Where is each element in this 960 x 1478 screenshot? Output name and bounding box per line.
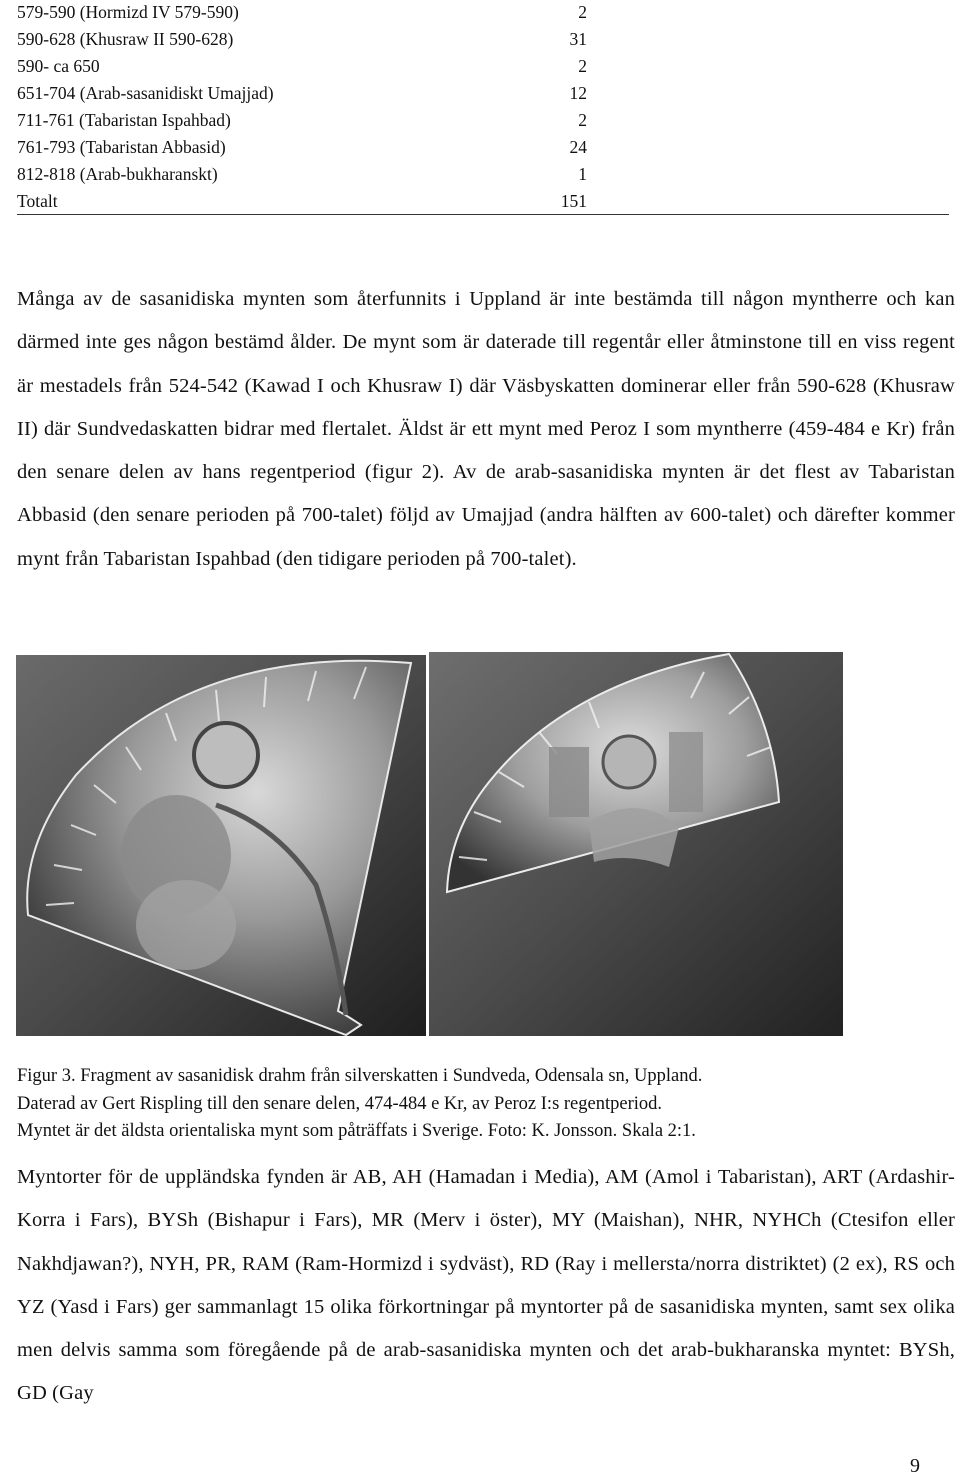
table-row [17,81,957,108]
coin-count: 24 [569,137,587,157]
coin-fragment-photo-reverse [429,652,843,1036]
coin-count: 1 [578,164,587,184]
period-label: 579-590 (Hormizd IV 579-590) [17,2,239,22]
period-label: 761-793 (Tabaristan Abbasid) [17,137,226,157]
caption-line: Daterad av Gert Rispling till den senare delen, 474-484 e Kr, av Peroz I:s regentperiod. [17,1093,663,1114]
coin-count: 2 [578,56,587,76]
period-label: 590- ca 650 [17,56,100,76]
coin-fragment-photo-obverse [16,655,426,1036]
body-paragraph-1: Många av de sasanidiska mynten som återfunnits i Uppland är inte bestämda till någon myntherre och kan därmed inte ges någon bestämd ålder. De mynt som är daterade till regentår eller åtminstone till en viss regent är mestadels från 524-542 (Kawad I och Khusraw I) där Väsbyskatten dominerar eller från 590-628 (Khusraw II) där Sundvedaskatten bidrar med flertalet. Äldst är ett mynt med Peroz I som myntherre (459-484 e Kr) från den senare delen av hans regentperiod (figur 2). Av de arab-sasanidiska mynten är det flest av Tabaristan Abbasid (den senare perioden på 700-talet) följd av Umajjad (andra hälften av 600-talet) och därefter kommer mynt från Tabaristan Ispahbad (den tidigare perioden på 700-talet). [17,288,955,570]
coin-count: 12 [569,83,587,103]
page-number: 9 [910,1455,920,1477]
table-row [17,108,957,135]
table-bottom-rule [17,214,949,215]
caption-line: Figur 3. Fragment av sasanidisk drahm från silverskatten i Sundveda, Odensala sn, Uppland. [17,1066,703,1086]
body-paragraph-2: Myntorter för de uppländska fynden är AB, AH (Hamadan i Media), AM (Amol i Tabaristan), ART (Ardashir-Korra i Fars), BYSh (Bishapur i Fars), MR (Merv i öster), MY (Maishan), NHR, NYHCh (Ctesifon eller Nakhdjawan?), NYH, PR, RAM (Ram-Hormizd i sydväst), RD (Ray i mellersta/norra distriktet) (2 ex), RS och YZ (Yasd i Fars) ger sammanlagt 15 olika förkortningar på myntorter på de sasanidiska mynten, samt sex olika men delvis samma som föregående på de arab-sasanidiska mynten och det arab-bukharanska myntet: BYSh, GD (Gay [17,1166,955,1405]
coin-count: 2 [578,110,587,130]
caption-line: Myntet är det äldsta orientaliska mynt som påträffats i Sverige. Foto: K. Jonsson. Skala 2:1. [17,1121,696,1141]
table-row [17,27,957,54]
coin-count: 31 [569,29,587,49]
coin-count: 2 [578,2,587,22]
total-count: 151 [560,191,587,211]
table-total-row [17,189,957,216]
period-label: 651-704 (Arab-sasanidiskt Umajjad) [17,83,274,103]
coin-period-table [17,0,957,216]
table-row [17,135,957,162]
period-label: 590-628 (Khusraw II 590-628) [17,29,234,49]
table-row [17,54,957,81]
table-row [17,0,957,27]
table-row [17,162,957,189]
figure-caption [17,1063,957,1146]
period-label: 812-818 (Arab-bukharanskt) [17,164,218,184]
total-label: Totalt [17,191,58,211]
period-label: 711-761 (Tabaristan Ispahbad) [17,110,231,130]
